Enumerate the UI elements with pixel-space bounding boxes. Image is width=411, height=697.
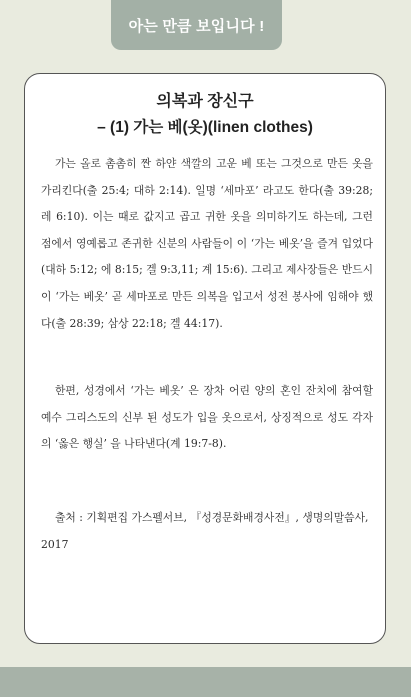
bottom-bar — [0, 667, 411, 697]
source-citation — [41, 505, 373, 558]
paragraph-text: 가는 올로 촘촘히 짠 하얀 색깔의 고운 베 또는 그것으로 만든 옷을 가리킨다(출 25:4; 대하 2:14). 일명 ‘세마포’ 라고도 한다(출 39:28; 레 6:10). 이는 때로 값지고 곱고 귀한 옷을 의미하기도 하는데, 그런 점에서 영예롭고 존귀한 신분의 사람들이 이 ‘가는 베옷’을 즐겨 입었다(대하 5:12; 에 8:15; 겔 9:3,11; 계 15:6). 그리고 제사장들은 반드시 이 ‘가는 베옷’ 곧 세마포로 만든 의복을 입고서 성전 봉사에 임해야 했다(출 28:39; 삼상 22:18; 겔 44:17). — [41, 157, 373, 330]
banner-label: 아는 만큼 보입니다 ! — [128, 17, 265, 35]
article-paragraph — [41, 151, 373, 337]
article-subtitle: – (1) 가는 베(옷)(linen clothes) — [97, 119, 313, 136]
article-paragraph — [41, 378, 373, 458]
paragraph-text: 한편, 성경에서 ‘가는 베옷’ 은 장차 어린 양의 혼인 잔치에 참여할 예수 그리스도의 신부 된 성도가 입을 옷으로서, 상징적으로 성도 각자의 ‘옳은 행실’ 을 나타낸다(계 19:7-8). — [41, 384, 373, 451]
article-card — [24, 73, 386, 644]
article-title: 의복과 장신구 — [156, 93, 254, 110]
section-banner — [111, 0, 282, 50]
source-text: 출처 : 기획편집 가스펠서브, 『성경문화배경사전』, 생명의말씀사, 2017 — [41, 511, 369, 551]
